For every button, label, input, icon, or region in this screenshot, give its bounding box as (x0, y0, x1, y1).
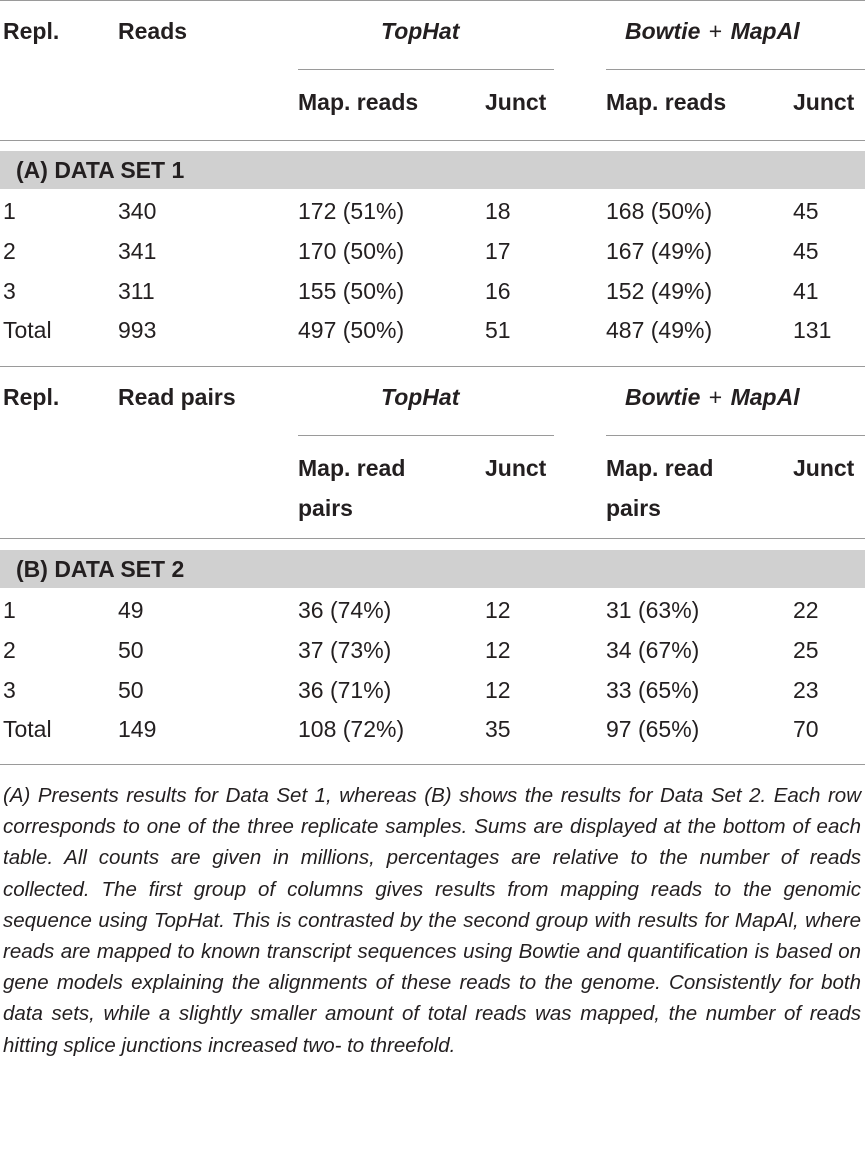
cell-mapal-map: 97 (65%) (606, 716, 700, 742)
cell-mapal-map: 152 (49%) (606, 278, 713, 304)
cell-mapal-junct: 45 (793, 198, 819, 224)
cell-repl: 3 (3, 677, 16, 703)
col-header-repl: Repl. (3, 384, 60, 410)
cell-tophat-map: 37 (73%) (298, 637, 392, 663)
table-1-bottom-rule (0, 366, 865, 367)
cell-tophat-junct: 17 (485, 238, 511, 264)
cell-mapal-junct: 70 (793, 716, 819, 742)
cell-tophat-junct: 18 (485, 198, 511, 224)
col-header-junct-2: Junct (793, 89, 855, 115)
group-header-bowtie-mapal (625, 18, 800, 45)
col-header-map-reads-2: Map. reads (606, 89, 727, 115)
group-header-bowtie: Bowtie (625, 384, 701, 410)
cell-tophat-map: 170 (50%) (298, 238, 405, 264)
table-2-bottom-rule (0, 764, 865, 765)
cell-mapal-map: 168 (50%) (606, 198, 713, 224)
group-header-bowtie: Bowtie (625, 18, 701, 44)
col-header-map-read-pairs-2-line2: pairs (606, 495, 661, 521)
cell-tophat-junct: 12 (485, 637, 511, 663)
cell-reads: 341 (118, 238, 157, 264)
cell-tophat-map: 36 (71%) (298, 677, 392, 703)
group-rule-mapal (606, 435, 865, 436)
group-rule-tophat (298, 69, 554, 70)
cell-read-pairs: 50 (118, 677, 144, 703)
cell-mapal-junct: 41 (793, 278, 819, 304)
cell-tophat-map: 172 (51%) (298, 198, 405, 224)
cell-mapal-map: 34 (67%) (606, 637, 700, 663)
col-header-map-read-pairs-2: Map. read (606, 455, 714, 481)
group-header-mapal: MapAl (730, 18, 800, 44)
cell-repl: 2 (3, 238, 16, 264)
cell-repl: Total (3, 716, 52, 742)
cell-tophat-junct: 51 (485, 317, 511, 343)
group-header-plus: + (708, 384, 723, 410)
top-rule (0, 0, 865, 1)
col-header-map-read-pairs: Map. read (298, 455, 406, 481)
cell-reads: 340 (118, 198, 157, 224)
col-header-map-read-pairs-line2: pairs (298, 495, 353, 521)
cell-reads: 311 (118, 278, 155, 304)
section-label-b: (B) DATA SET 2 (16, 556, 185, 582)
section-band-a (0, 151, 865, 189)
cell-read-pairs: 49 (118, 597, 144, 623)
cell-mapal-junct: 131 (793, 317, 832, 343)
cell-reads: 993 (118, 317, 157, 343)
cell-tophat-junct: 16 (485, 278, 511, 304)
header-rule (0, 140, 865, 141)
col-header-repl: Repl. (3, 18, 60, 44)
group-header-tophat: TopHat (381, 18, 460, 44)
cell-tophat-junct: 35 (485, 716, 511, 742)
cell-mapal-junct: 22 (793, 597, 819, 623)
cell-mapal-map: 31 (63%) (606, 597, 700, 623)
cell-mapal-map: 487 (49%) (606, 317, 713, 343)
group-header-plus: + (708, 18, 723, 44)
header-rule (0, 538, 865, 539)
cell-mapal-map: 167 (49%) (606, 238, 713, 264)
cell-read-pairs: 50 (118, 637, 144, 663)
group-header-mapal: MapAl (730, 384, 800, 410)
cell-tophat-map: 108 (72%) (298, 716, 405, 742)
cell-repl: Total (3, 317, 52, 343)
cell-tophat-junct: 12 (485, 677, 511, 703)
cell-tophat-junct: 12 (485, 597, 511, 623)
col-header-junct-2: Junct (793, 455, 855, 481)
cell-repl: 1 (3, 597, 16, 623)
col-header-map-reads: Map. reads (298, 89, 419, 115)
group-rule-mapal (606, 69, 865, 70)
group-rule-tophat (298, 435, 554, 436)
cell-tophat-map: 497 (50%) (298, 317, 405, 343)
col-header-junct: Junct (485, 455, 547, 481)
table-caption: (A) Presents results for Data Set 1, whereas (B) shows the results for Data Set 2. Each row corresponds to one of the three replicate samples. Sums are displayed at the bottom of each table. All counts are given in millions, percentages are relative to the number of reads collected. The first group of columns gives results from mapping reads to the genomic sequence using TopHat. This is contrasted by the second group with results for MapAl, where reads are mapped to known transcript sequences using Bowtie and quantification is based on gene models explaining the alignments of these reads to the genome. Consistently for both data sets, while a slightly smaller amount of total reads was mapped, the number of reads hitting splice junctions increased two- to threefold. (3, 784, 861, 1057)
col-header-junct: Junct (485, 89, 547, 115)
cell-repl: 2 (3, 637, 16, 663)
cell-repl: 1 (3, 198, 16, 224)
cell-mapal-junct: 23 (793, 677, 819, 703)
col-header-reads: Reads (118, 18, 188, 44)
group-header-bowtie-mapal (625, 384, 800, 411)
cell-tophat-map: 155 (50%) (298, 278, 405, 304)
cell-mapal-map: 33 (65%) (606, 677, 700, 703)
cell-repl: 3 (3, 278, 16, 304)
cell-read-pairs: 149 (118, 716, 157, 742)
section-label-a: (A) DATA SET 1 (16, 157, 185, 183)
col-header-read-pairs: Read pairs (118, 384, 236, 410)
cell-tophat-map: 36 (74%) (298, 597, 392, 623)
cell-mapal-junct: 45 (793, 238, 819, 264)
group-header-tophat: TopHat (381, 384, 460, 410)
section-band-b (0, 550, 865, 588)
cell-mapal-junct: 25 (793, 637, 819, 663)
